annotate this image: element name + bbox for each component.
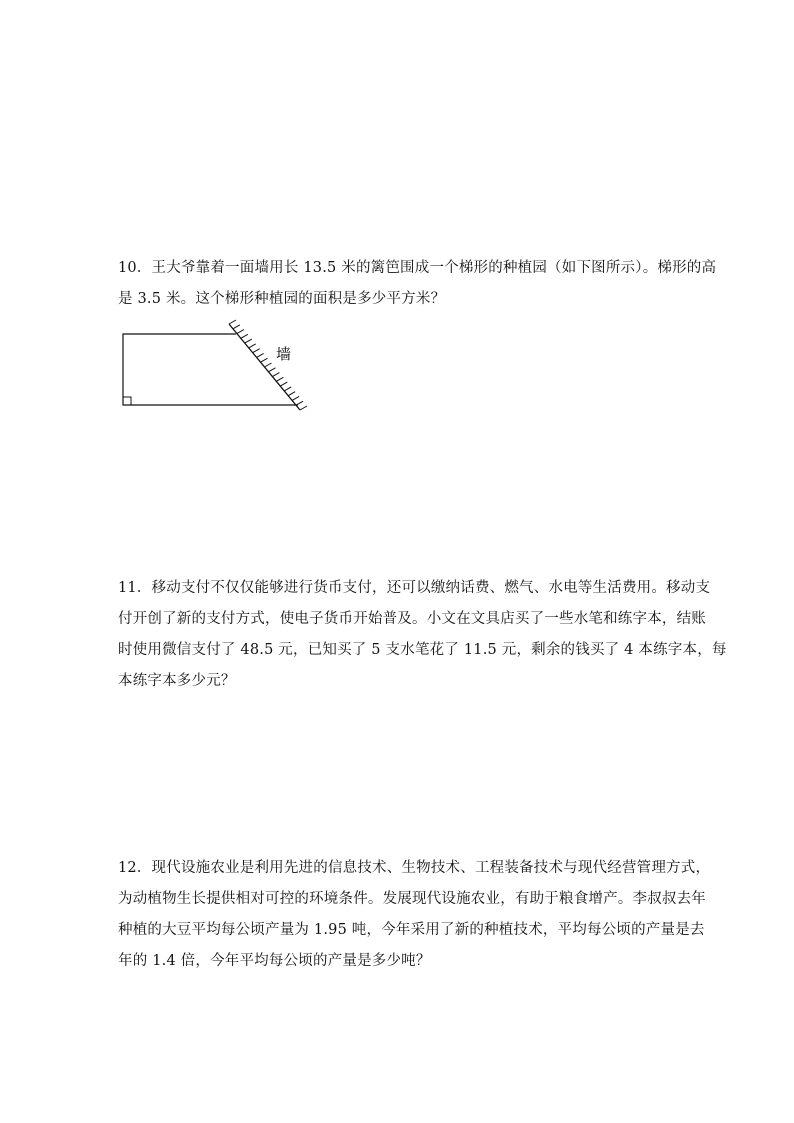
problem-10-line-2: 是 3.5 米。这个梯形种植园的面积是多少平方米？ <box>118 291 446 307</box>
wall-hatch-mark <box>292 396 299 400</box>
wall-hatch-mark <box>245 339 252 343</box>
problem-11-line-2: 付开创了新的支付方式，使电子货币开始普及。小文在文具店买了一些水笔和练字本，结账 <box>118 611 706 627</box>
wall-hatch-mark <box>284 387 291 391</box>
problem-12 <box>118 853 711 977</box>
problem-11 <box>118 573 727 697</box>
problem-12-line-3: 种植的大豆平均每公顷产量为 1.95 吨，今年采用了新的种植技术，平均每公顷的产量是去 <box>118 922 705 938</box>
wall-hatch-mark <box>272 373 279 377</box>
problem-11-line-1: 11．移动支付不仅仅能够进行货币支付，还可以缴纳话费、燃气、水电等生活费用。移动支 <box>118 580 711 596</box>
wall-hatch-mark <box>265 363 272 367</box>
wall-hatch-mark <box>229 320 236 324</box>
problem-10 <box>118 253 717 315</box>
wall-hatch-mark <box>276 377 283 381</box>
wall-hatch-mark <box>296 401 303 405</box>
wall-hatch-mark <box>249 344 256 348</box>
problem-12-line-1: 12．现代设施农业是利用先进的信息技术、生物技术、工程装备技术与现代经营管理方式， <box>118 860 711 876</box>
wall-hatch-mark <box>280 382 287 386</box>
wall-hatch-mark <box>253 349 260 353</box>
wall-hatch-mark <box>261 358 268 362</box>
problem-11-line-4: 本练字本多少元？ <box>118 673 236 689</box>
problem-12-line-2: 为动植物生长提供相对可控的环境条件。发展现代设施农业，有助于粮食增产。李叔叔去年 <box>118 891 706 907</box>
trapezoid-diagram <box>112 316 312 416</box>
wall-label: 墙 <box>276 345 292 363</box>
problem-12-line-4: 年的 1.4 倍，今年平均每公顷的产量是多少吨？ <box>118 953 431 969</box>
wall-hatch-mark <box>288 392 295 396</box>
wall-hatch-mark <box>300 406 307 410</box>
wall-hatching <box>229 320 307 410</box>
trapezoid-garden-figure <box>112 316 312 416</box>
wall-hatch-mark <box>257 353 264 357</box>
wall-hatch-mark <box>233 325 240 329</box>
right-angle-marker <box>123 397 131 405</box>
problem-10-line-1: 10．王大爷靠着一面墙用长 13.5 米的篱笆围成一个梯形的种植园（如下图所示）。梯形的高 <box>118 260 717 276</box>
wall-hatch-mark <box>268 368 275 372</box>
problem-11-line-3: 时使用微信支付了 48.5 元，已知买了 5 支水笔花了 11.5 元，剩余的钱买了 4 本练字本，每 <box>118 642 727 658</box>
wall-hatch-mark <box>237 330 244 334</box>
wall-hatch-mark <box>241 334 248 338</box>
